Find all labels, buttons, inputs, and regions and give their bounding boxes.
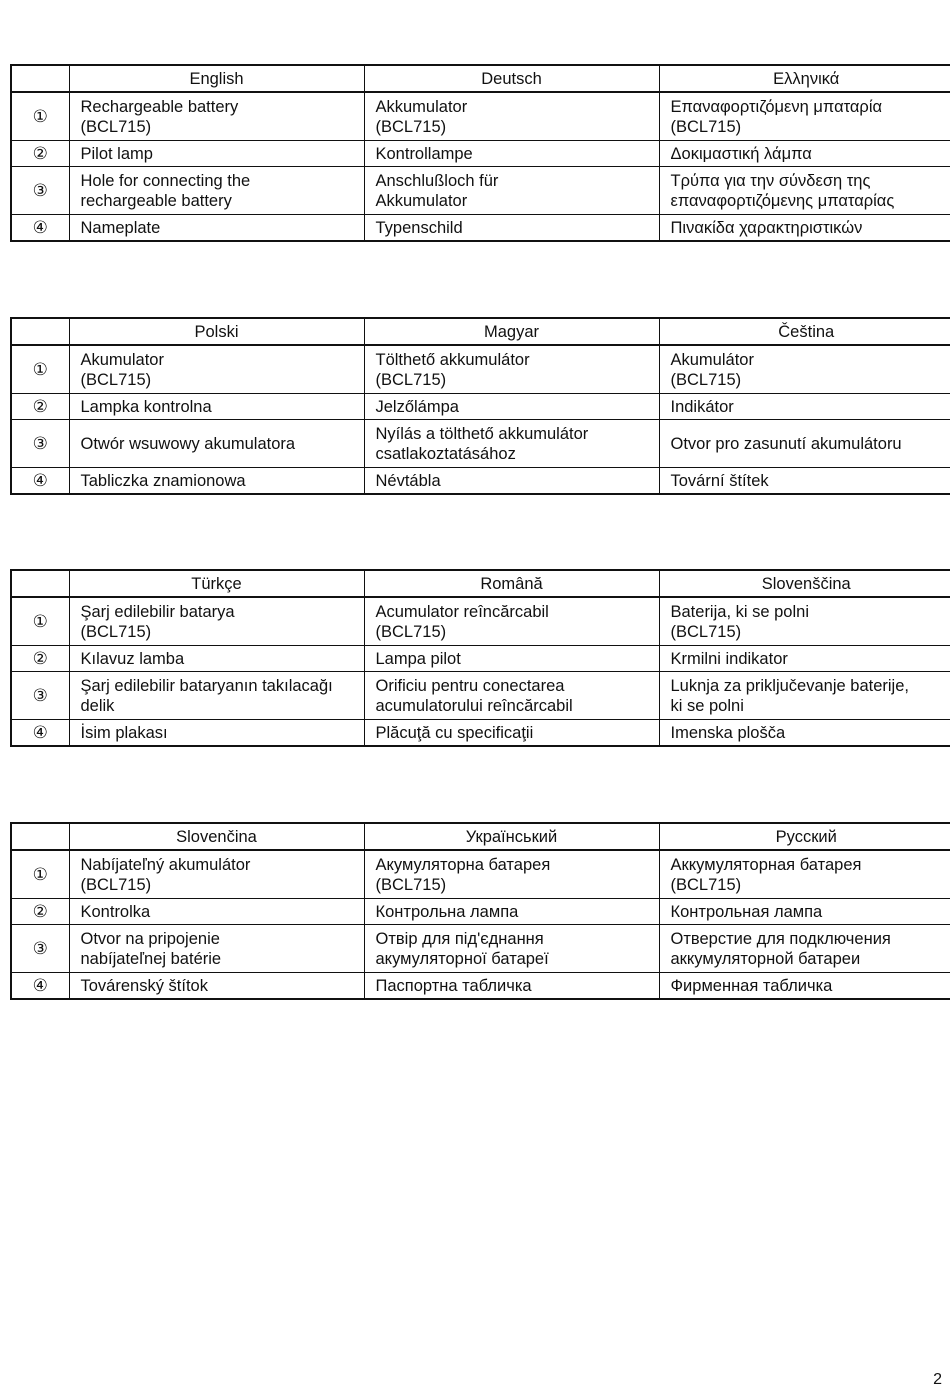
item-number: ② [11,899,69,925]
table-cell: Otvor pro zasunutí akumulátoru [659,420,950,468]
header-language: Türkçe [69,570,364,597]
table-cell: Lampka kontrolna [69,394,364,420]
table-cell: Tabliczka znamionowa [69,468,364,495]
table-cell: Kontrolka [69,899,364,925]
table-cell: Отвір для під'єднання акумуляторної батареї [364,925,659,973]
table-cell: Отверстие для подключения аккумуляторной батареи [659,925,950,973]
table-cell: Nyílás a tölthető akkumulátor csatlakoztatásához [364,420,659,468]
header-corner [11,65,69,92]
table-cell: Imenska plošča [659,720,950,747]
table-cell: Δοκιμαστική λάμπα [659,141,950,167]
table-cell: Kontrollampe [364,141,659,167]
header-language: Український [364,823,659,850]
header-language: Čeština [659,318,950,345]
item-number: ② [11,141,69,167]
table-cell: Şarj edilebilir bataryanın takılacağı delik [69,672,364,720]
item-number: ③ [11,420,69,468]
header-row [11,318,950,345]
table-cell: Typenschild [364,215,659,242]
table-cell: Hole for connecting the rechargeable battery [69,167,364,215]
table-cell: Tölthető akkumulátor (BCL715) [364,345,659,394]
parts-table-3 [10,569,950,747]
table-row [11,925,950,973]
table-cell: Indikátor [659,394,950,420]
header-row [11,570,950,597]
header-language: Deutsch [364,65,659,92]
table-row [11,646,950,672]
table-cell: Şarj edilebilir batarya (BCL715) [69,597,364,646]
item-number: ③ [11,672,69,720]
table-row [11,420,950,468]
item-number: ③ [11,925,69,973]
table-cell: Rechargeable battery (BCL715) [69,92,364,141]
table-cell: Akumulátor (BCL715) [659,345,950,394]
table-cell: Фирменная табличка [659,973,950,1000]
table-row [11,141,950,167]
table-row [11,672,950,720]
header-corner [11,823,69,850]
table-cell: İsim plakası [69,720,364,747]
table-cell: Továrenský štítok [69,973,364,1000]
table-cell: Τρύπα για την σύνδεση της επαναφορτιζόμενης μπαταρίας [659,167,950,215]
table-cell: Акумуляторна батарея (BCL715) [364,850,659,899]
table-row [11,468,950,495]
table-cell: Nabíjateľný akumulátor (BCL715) [69,850,364,899]
table-row [11,167,950,215]
item-number: ① [11,597,69,646]
table-row [11,720,950,747]
header-corner [11,570,69,597]
table-cell: Nameplate [69,215,364,242]
item-number: ① [11,92,69,141]
table-row [11,850,950,899]
table-cell: Plăcuţă cu specificaţii [364,720,659,747]
table-row [11,597,950,646]
header-language: Română [364,570,659,597]
item-number: ④ [11,720,69,747]
parts-table-4 [10,822,950,1000]
item-number: ① [11,345,69,394]
table-cell: Acumulator reîncărcabil (BCL715) [364,597,659,646]
table-cell: Luknja za priključevanje baterije, ki se polni [659,672,950,720]
item-number: ② [11,646,69,672]
table-cell: Otwór wsuwowy akumulatora [69,420,364,468]
header-row [11,65,950,92]
item-number: ④ [11,468,69,495]
table-cell: Névtábla [364,468,659,495]
table-cell: Pilot lamp [69,141,364,167]
table-row [11,394,950,420]
item-number: ④ [11,215,69,242]
header-language: Slovenčina [69,823,364,850]
table-row [11,973,950,1000]
table-cell: Tovární štítek [659,468,950,495]
table-cell: Baterija, ki se polni (BCL715) [659,597,950,646]
table-cell: Otvor na pripojenie nabíjateľnej batérie [69,925,364,973]
table-row [11,92,950,141]
table-cell: Jelzőlámpa [364,394,659,420]
item-number: ② [11,394,69,420]
table-cell: Lampa pilot [364,646,659,672]
parts-table-1 [10,64,950,242]
table-cell: Anschlußloch für Akkumulator [364,167,659,215]
table-cell: Krmilni indikator [659,646,950,672]
table-cell: Πινακίδα χαρακτηριστικών [659,215,950,242]
table-cell: Kılavuz lamba [69,646,364,672]
table-cell: Контрольна лампа [364,899,659,925]
header-language: English [69,65,364,92]
item-number: ③ [11,167,69,215]
table-cell: Orificiu pentru conectarea acumulatorului reîncărcabil [364,672,659,720]
header-corner [11,318,69,345]
header-language: Русский [659,823,950,850]
header-language: Ελληνικά [659,65,950,92]
header-row [11,823,950,850]
item-number: ④ [11,973,69,1000]
header-language: Magyar [364,318,659,345]
table-row [11,345,950,394]
item-number: ① [11,850,69,899]
table-cell: Akkumulator (BCL715) [364,92,659,141]
table-row [11,899,950,925]
header-language: Polski [69,318,364,345]
table-cell: Επαναφορτιζόμενη μπαταρία (BCL715) [659,92,950,141]
header-language: Slovenščina [659,570,950,597]
page-number: 2 [933,1371,942,1388]
table-cell: Аккумуляторная батарея (BCL715) [659,850,950,899]
table-row [11,215,950,242]
table-cell: Контрольная лампа [659,899,950,925]
table-cell: Akumulator (BCL715) [69,345,364,394]
table-cell: Паспортна табличка [364,973,659,1000]
parts-table-2 [10,317,950,495]
